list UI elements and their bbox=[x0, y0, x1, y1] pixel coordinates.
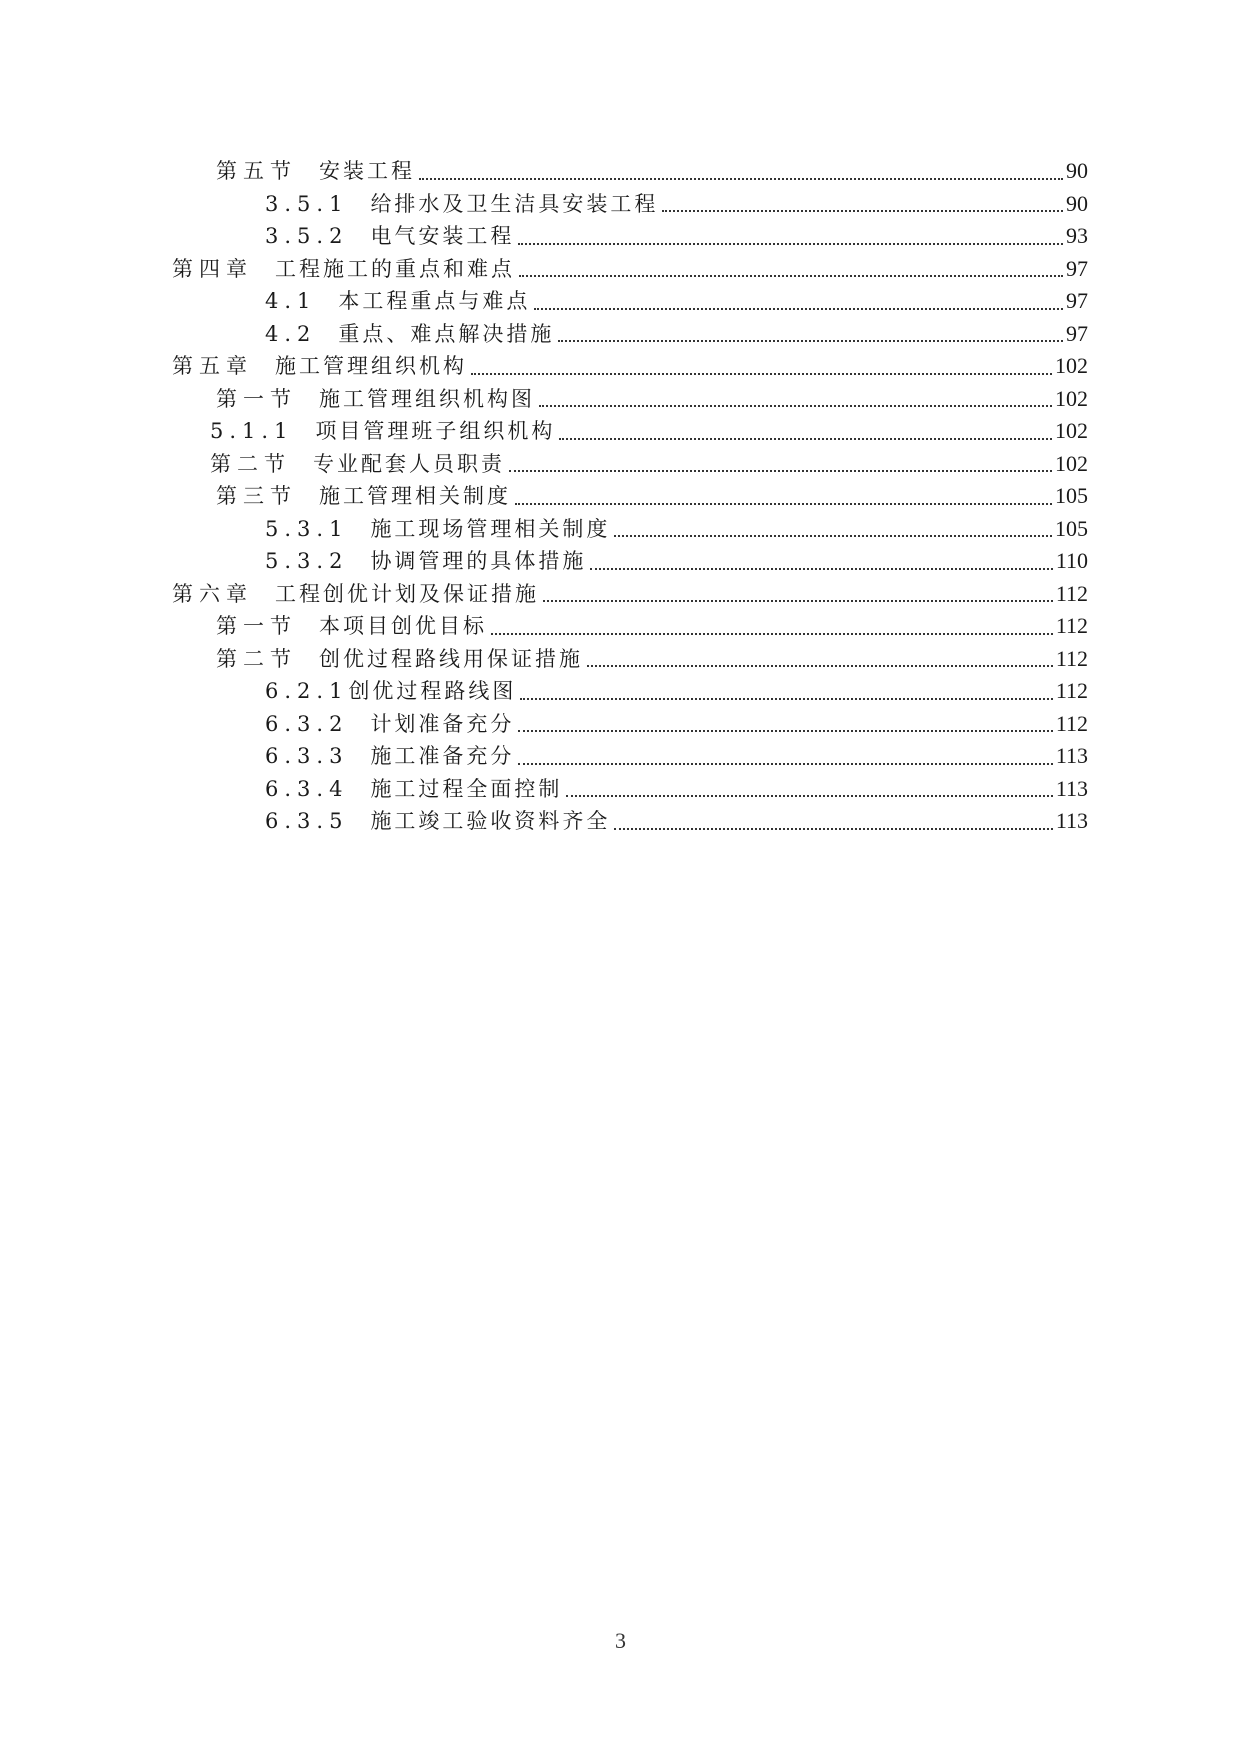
toc-entry-page: 102 bbox=[1055, 418, 1088, 443]
toc-entry-title: 本工程重点与难点 bbox=[338, 289, 531, 313]
toc-entry-page: 97 bbox=[1066, 288, 1088, 313]
toc-entry-title: 本项目创优目标 bbox=[319, 614, 487, 638]
toc-entry[interactable] bbox=[172, 318, 1088, 351]
toc-entry-number: 第一节 bbox=[216, 614, 297, 638]
dot-leader bbox=[515, 502, 1052, 505]
toc-entry-title: 专业配套人员职责 bbox=[313, 451, 505, 476]
dot-leader bbox=[471, 372, 1052, 375]
toc-entry-title: 创优过程路线用保证措施 bbox=[319, 646, 583, 671]
toc-entry-title: 安装工程 bbox=[319, 159, 415, 183]
toc-entry-number: 4.2 bbox=[265, 321, 317, 346]
toc-entry-title: 施工管理相关制度 bbox=[319, 484, 511, 508]
toc-entry-title: 施工准备充分 bbox=[370, 744, 515, 768]
toc-entry[interactable] bbox=[172, 513, 1088, 546]
toc-entry-number: 6.2.1 bbox=[265, 679, 349, 703]
dot-leader bbox=[518, 729, 1052, 732]
dot-leader bbox=[519, 274, 1063, 277]
toc-entry-title: 计划准备充分 bbox=[370, 711, 515, 736]
toc-entry-number: 6.3.2 bbox=[265, 711, 349, 736]
dot-leader bbox=[543, 599, 1053, 602]
toc-entry[interactable] bbox=[172, 675, 1088, 708]
toc-entry-page: 112 bbox=[1055, 613, 1088, 638]
toc-entry[interactable] bbox=[172, 578, 1088, 611]
toc-entry[interactable] bbox=[172, 480, 1088, 513]
toc-entry[interactable] bbox=[172, 285, 1088, 318]
toc-entry-number: 6.3.4 bbox=[265, 776, 349, 801]
toc-entry-page: 102 bbox=[1055, 450, 1088, 476]
page-number: 3 bbox=[615, 1628, 626, 1653]
toc-entry[interactable] bbox=[172, 220, 1088, 253]
toc-entry-page: 93 bbox=[1066, 223, 1088, 248]
toc-entry-page: 112 bbox=[1055, 645, 1088, 671]
toc-entry-title: 施工管理组织机构图 bbox=[319, 386, 535, 411]
toc-entry-title: 工程创优计划及保证措施 bbox=[275, 581, 539, 606]
toc-entry-number: 4.1 bbox=[265, 289, 317, 313]
toc-entry[interactable] bbox=[172, 740, 1088, 773]
toc-entry-page: 97 bbox=[1066, 320, 1088, 346]
dot-leader bbox=[558, 339, 1063, 342]
toc-entry-number: 第六章 bbox=[172, 581, 253, 606]
toc-entry-page: 113 bbox=[1055, 775, 1088, 801]
toc-entry-number: 5.3.1 bbox=[265, 516, 349, 541]
toc-entry-number: 第一节 bbox=[216, 386, 297, 411]
toc-entry[interactable] bbox=[172, 188, 1088, 221]
dot-leader bbox=[419, 177, 1063, 180]
dot-leader bbox=[509, 469, 1052, 472]
toc-entry-title: 创优过程路线图 bbox=[348, 679, 517, 703]
toc-entry[interactable] bbox=[172, 545, 1088, 578]
toc-entry-title: 施工竣工验收资料齐全 bbox=[370, 809, 611, 833]
dot-leader bbox=[518, 762, 1052, 765]
toc-entry-number: 第二节 bbox=[216, 646, 297, 671]
toc-entry[interactable] bbox=[172, 253, 1088, 286]
dot-leader bbox=[491, 632, 1053, 635]
toc-entry-page: 97 bbox=[1066, 255, 1088, 281]
toc-entry-page: 90 bbox=[1066, 190, 1088, 216]
toc-entry-page: 105 bbox=[1055, 483, 1088, 508]
toc-entry-number: 第五节 bbox=[216, 159, 297, 183]
dot-leader bbox=[614, 534, 1052, 537]
toc-entry-page: 112 bbox=[1055, 678, 1088, 703]
toc-entry-title: 施工过程全面控制 bbox=[370, 776, 563, 801]
toc-entry-number: 3.5.2 bbox=[265, 224, 349, 248]
dot-leader bbox=[662, 209, 1063, 212]
toc-entry-number: 第五章 bbox=[172, 354, 253, 378]
toc-entry-page: 90 bbox=[1066, 158, 1088, 183]
toc-entry-title: 项目管理班子组织机构 bbox=[315, 419, 556, 443]
toc-entry[interactable] bbox=[172, 643, 1088, 676]
toc-entry[interactable] bbox=[172, 773, 1088, 806]
dot-leader bbox=[520, 697, 1052, 700]
toc-entry-page: 112 bbox=[1055, 710, 1088, 736]
dot-leader bbox=[539, 404, 1052, 407]
toc-entry-title: 重点、难点解决措施 bbox=[338, 321, 555, 346]
toc-entry[interactable] bbox=[172, 448, 1088, 481]
toc-entry[interactable] bbox=[172, 610, 1088, 643]
toc-entry-title: 工程施工的重点和难点 bbox=[275, 256, 515, 281]
toc-entry-number: 第四章 bbox=[172, 256, 253, 281]
dot-leader bbox=[534, 307, 1063, 310]
toc-entry-page: 102 bbox=[1055, 385, 1088, 411]
toc-entry-title: 电气安装工程 bbox=[370, 224, 515, 248]
toc-entry-page: 110 bbox=[1055, 548, 1088, 573]
toc-entry-title: 施工现场管理相关制度 bbox=[370, 516, 611, 541]
dot-leader bbox=[518, 242, 1063, 245]
toc-entry-number: 第三节 bbox=[216, 484, 297, 508]
toc-entry-title: 给排水及卫生洁具安装工程 bbox=[370, 191, 659, 216]
toc-entry-number: 第二节 bbox=[210, 451, 291, 476]
toc-entry[interactable] bbox=[172, 383, 1088, 416]
dot-leader bbox=[587, 664, 1053, 667]
toc-entry-page: 113 bbox=[1055, 743, 1088, 768]
toc-entry-page: 105 bbox=[1055, 515, 1088, 541]
dot-leader bbox=[559, 437, 1052, 440]
toc-entry-page: 102 bbox=[1055, 353, 1088, 378]
dot-leader bbox=[590, 567, 1052, 570]
dot-leader bbox=[566, 794, 1052, 797]
toc-entry-number: 5.3.2 bbox=[265, 549, 349, 573]
toc-entry-page: 112 bbox=[1055, 580, 1088, 606]
toc-entry-number: 3.5.1 bbox=[265, 191, 349, 216]
toc-entry-number: 6.3.5 bbox=[265, 809, 349, 833]
toc-entry[interactable] bbox=[172, 155, 1088, 188]
table-of-contents bbox=[172, 155, 1088, 838]
toc-entry-page: 113 bbox=[1055, 808, 1088, 833]
toc-entry-number: 6.3.3 bbox=[265, 744, 349, 768]
dot-leader bbox=[614, 827, 1052, 830]
toc-entry-number: 5.1.1 bbox=[210, 419, 294, 443]
toc-entry[interactable] bbox=[172, 350, 1088, 383]
toc-entry[interactable] bbox=[172, 805, 1088, 838]
toc-entry-title: 施工管理组织机构 bbox=[275, 354, 467, 378]
toc-entry[interactable] bbox=[172, 708, 1088, 741]
toc-entry-title: 协调管理的具体措施 bbox=[370, 549, 587, 573]
toc-entry[interactable] bbox=[172, 415, 1088, 448]
